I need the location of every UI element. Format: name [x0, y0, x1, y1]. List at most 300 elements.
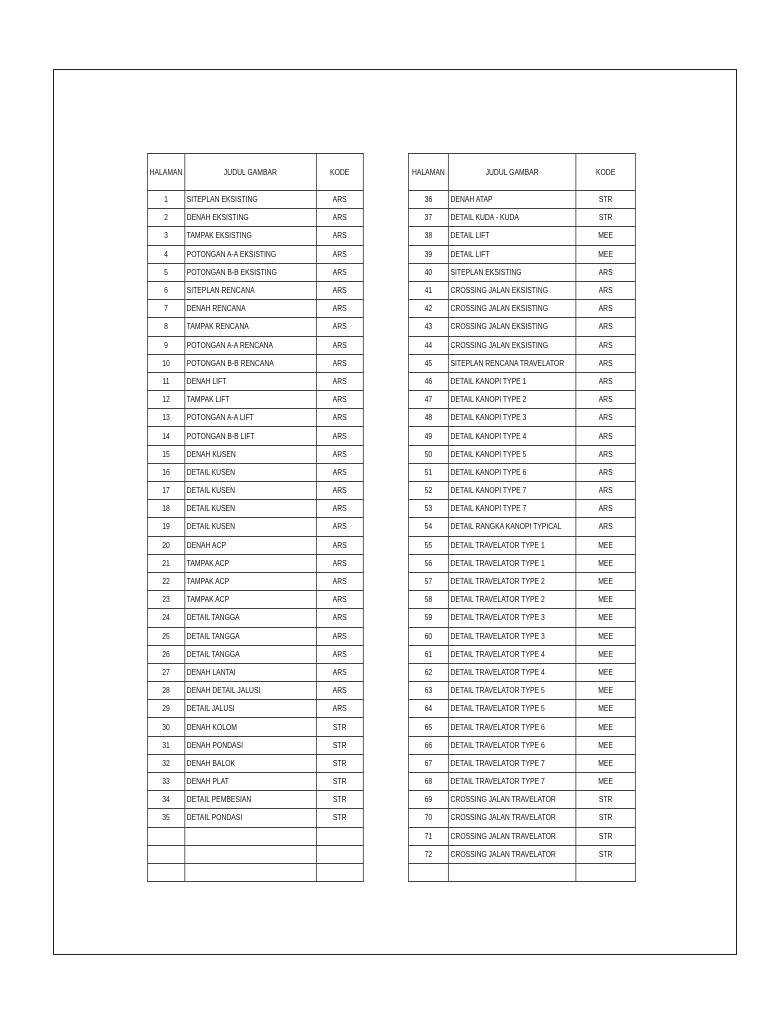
judul-gambar-cell: DENAH LIFT	[185, 372, 317, 390]
kode-cell: ARS	[316, 572, 363, 590]
halaman-cell: 32	[147, 754, 184, 772]
halaman-cell: 56	[408, 554, 448, 572]
table-row	[408, 718, 635, 736]
halaman-cell: 67	[408, 754, 448, 772]
table-row	[408, 482, 635, 500]
judul-gambar-cell: SITEPLAN EKSISTING	[448, 263, 576, 281]
kode-cell: MEE	[576, 700, 636, 718]
halaman-cell	[147, 845, 184, 863]
judul-gambar-cell: DETAIL TRAVELATOR TYPE 1	[448, 554, 576, 572]
kode-cell: MEE	[576, 609, 636, 627]
judul-gambar-cell: DETAIL JALUSI	[185, 700, 317, 718]
table-row	[147, 791, 363, 809]
kode-cell: STR	[316, 754, 363, 772]
kode-cell: MEE	[576, 773, 636, 791]
halaman-cell: 19	[147, 518, 184, 536]
table-row	[147, 227, 363, 245]
judul-gambar-cell: DETAIL KANOPI TYPE 6	[448, 463, 576, 481]
judul-gambar-cell: DETAIL TRAVELATOR TYPE 4	[448, 645, 576, 663]
kode-cell: STR	[316, 773, 363, 791]
table-row	[147, 718, 363, 736]
table-row	[147, 645, 363, 663]
table-row	[408, 354, 635, 372]
table-row	[147, 463, 363, 481]
judul-gambar-cell: DETAIL KUSEN	[185, 482, 317, 500]
kode-cell: ARS	[316, 609, 363, 627]
judul-gambar-cell: DETAIL TANGGA	[185, 627, 317, 645]
table-row	[147, 209, 363, 227]
kode-cell: ARS	[316, 554, 363, 572]
halaman-cell: 29	[147, 700, 184, 718]
halaman-cell: 39	[408, 245, 448, 263]
table-row	[408, 682, 635, 700]
judul-gambar-cell: DENAH KOLOM	[185, 718, 317, 736]
judul-gambar-cell: CROSSING JALAN TRAVELATOR	[448, 791, 576, 809]
kode-cell: MEE	[576, 682, 636, 700]
judul-gambar-cell: CROSSING JALAN TRAVELATOR	[448, 845, 576, 863]
judul-gambar-cell: SITEPLAN RENCANA	[185, 281, 317, 299]
halaman-cell: 66	[408, 736, 448, 754]
table-row	[147, 536, 363, 554]
table-row	[147, 700, 363, 718]
halaman-cell: 64	[408, 700, 448, 718]
kode-cell: ARS	[576, 318, 636, 336]
kode-cell	[576, 863, 636, 881]
table-row	[408, 463, 635, 481]
drawing-index-table-left	[147, 153, 363, 882]
halaman-cell: 2	[147, 209, 184, 227]
judul-gambar-cell: TAMPAK RENCANA	[185, 318, 317, 336]
judul-gambar-cell: SITEPLAN RENCANA TRAVELATOR	[448, 354, 576, 372]
judul-gambar-cell: CROSSING JALAN EKSISTING	[448, 300, 576, 318]
halaman-cell: 12	[147, 391, 184, 409]
halaman-cell: 4	[147, 245, 184, 263]
kode-cell: STR	[316, 718, 363, 736]
judul-gambar-cell: DETAIL KUSEN	[185, 518, 317, 536]
judul-gambar-cell	[185, 845, 317, 863]
table-row	[147, 809, 363, 827]
judul-gambar-cell: DETAIL KUDA - KUDA	[448, 209, 576, 227]
table-row	[408, 591, 635, 609]
kode-cell: STR	[576, 791, 636, 809]
halaman-cell: 63	[408, 682, 448, 700]
halaman-cell: 55	[408, 536, 448, 554]
halaman-cell: 58	[408, 591, 448, 609]
kode-cell: STR	[316, 809, 363, 827]
table-row	[408, 518, 635, 536]
kode-cell: ARS	[316, 245, 363, 263]
judul-gambar-cell: CROSSING JALAN TRAVELATOR	[448, 809, 576, 827]
kode-cell: ARS	[576, 281, 636, 299]
halaman-cell: 45	[408, 354, 448, 372]
halaman-cell: 48	[408, 409, 448, 427]
judul-gambar-cell: DETAIL TRAVELATOR TYPE 2	[448, 572, 576, 590]
table-row	[147, 627, 363, 645]
table-row	[408, 554, 635, 572]
kode-cell: MEE	[576, 663, 636, 681]
kode-cell: ARS	[316, 627, 363, 645]
judul-gambar-cell: DENAH PONDASI	[185, 736, 317, 754]
header-halaman: HALAMAN	[147, 154, 184, 191]
halaman-cell: 35	[147, 809, 184, 827]
halaman-cell: 69	[408, 791, 448, 809]
judul-gambar-cell: DETAIL TRAVELATOR TYPE 5	[448, 700, 576, 718]
halaman-cell: 5	[147, 263, 184, 281]
table-row	[408, 263, 635, 281]
table-row	[147, 663, 363, 681]
halaman-cell: 44	[408, 336, 448, 354]
table-row	[408, 700, 635, 718]
halaman-cell: 54	[408, 518, 448, 536]
halaman-cell	[147, 827, 184, 845]
judul-gambar-cell: POTONGAN B-B EKSISTING	[185, 263, 317, 281]
table-row	[147, 518, 363, 536]
kode-cell	[316, 827, 363, 845]
judul-gambar-cell: POTONGAN A-A LIFT	[185, 409, 317, 427]
table-row	[408, 318, 635, 336]
kode-cell: ARS	[316, 354, 363, 372]
halaman-cell: 16	[147, 463, 184, 481]
table-row	[408, 736, 635, 754]
judul-gambar-cell: DETAIL TRAVELATOR TYPE 3	[448, 627, 576, 645]
halaman-cell: 61	[408, 645, 448, 663]
table-row	[147, 372, 363, 390]
table-row	[147, 336, 363, 354]
kode-cell: ARS	[316, 281, 363, 299]
table-row	[147, 754, 363, 772]
judul-gambar-cell: DETAIL TRAVELATOR TYPE 6	[448, 736, 576, 754]
table-row	[147, 736, 363, 754]
halaman-cell: 70	[408, 809, 448, 827]
judul-gambar-cell: DETAIL TANGGA	[185, 645, 317, 663]
judul-gambar-cell: DETAIL TRAVELATOR TYPE 7	[448, 754, 576, 772]
table-row	[147, 482, 363, 500]
table-row	[408, 809, 635, 827]
halaman-cell: 30	[147, 718, 184, 736]
kode-cell: ARS	[316, 700, 363, 718]
table-row	[408, 536, 635, 554]
table-row	[147, 445, 363, 463]
judul-gambar-cell: DENAH RENCANA	[185, 300, 317, 318]
halaman-cell: 18	[147, 500, 184, 518]
halaman-cell: 21	[147, 554, 184, 572]
kode-cell: STR	[576, 827, 636, 845]
kode-cell: MEE	[576, 754, 636, 772]
table-row	[408, 754, 635, 772]
judul-gambar-cell: DETAIL KANOPI TYPE 7	[448, 500, 576, 518]
halaman-cell: 26	[147, 645, 184, 663]
judul-gambar-cell	[448, 863, 576, 881]
table-row	[408, 281, 635, 299]
kode-cell: ARS	[316, 336, 363, 354]
header-judul-gambar: JUDUL GAMBAR	[185, 154, 317, 191]
halaman-cell: 14	[147, 427, 184, 445]
table-row	[408, 300, 635, 318]
header-halaman: HALAMAN	[408, 154, 448, 191]
kode-cell: MEE	[576, 245, 636, 263]
judul-gambar-cell: CROSSING JALAN EKSISTING	[448, 336, 576, 354]
table-row	[147, 500, 363, 518]
halaman-cell: 71	[408, 827, 448, 845]
halaman-cell: 59	[408, 609, 448, 627]
judul-gambar-cell: DENAH DETAIL JALUSI	[185, 682, 317, 700]
halaman-cell: 42	[408, 300, 448, 318]
halaman-cell: 62	[408, 663, 448, 681]
halaman-cell: 46	[408, 372, 448, 390]
table-row	[147, 554, 363, 572]
kode-cell: ARS	[316, 518, 363, 536]
header-kode: KODE	[316, 154, 363, 191]
table-row	[408, 572, 635, 590]
halaman-cell: 9	[147, 336, 184, 354]
judul-gambar-cell: DETAIL KANOPI TYPE 2	[448, 391, 576, 409]
judul-gambar-cell: DETAIL KANOPI TYPE 5	[448, 445, 576, 463]
table-row	[408, 372, 635, 390]
judul-gambar-cell: TAMPAK LIFT	[185, 391, 317, 409]
table-row	[408, 227, 635, 245]
kode-cell: ARS	[316, 645, 363, 663]
kode-cell: STR	[576, 809, 636, 827]
table-row	[147, 318, 363, 336]
halaman-cell: 68	[408, 773, 448, 791]
table-row	[408, 445, 635, 463]
kode-cell: ARS	[316, 409, 363, 427]
halaman-cell: 27	[147, 663, 184, 681]
kode-cell: ARS	[576, 391, 636, 409]
kode-cell: ARS	[316, 263, 363, 281]
halaman-cell: 47	[408, 391, 448, 409]
table-row	[408, 773, 635, 791]
judul-gambar-cell: POTONGAN A-A RENCANA	[185, 336, 317, 354]
halaman-cell: 11	[147, 372, 184, 390]
judul-gambar-cell: POTONGAN A-A EKSISTING	[185, 245, 317, 263]
header-row	[408, 154, 635, 191]
judul-gambar-cell: DENAH ATAP	[448, 191, 576, 209]
table-row	[408, 627, 635, 645]
halaman-cell: 51	[408, 463, 448, 481]
kode-cell: ARS	[316, 663, 363, 681]
kode-cell	[316, 863, 363, 881]
judul-gambar-cell: DETAIL TRAVELATOR TYPE 2	[448, 591, 576, 609]
halaman-cell: 38	[408, 227, 448, 245]
kode-cell: MEE	[576, 627, 636, 645]
kode-cell: ARS	[316, 191, 363, 209]
judul-gambar-cell	[185, 827, 317, 845]
halaman-cell: 10	[147, 354, 184, 372]
halaman-cell: 1	[147, 191, 184, 209]
kode-cell: ARS	[576, 372, 636, 390]
judul-gambar-cell: SITEPLAN EKSISTING	[185, 191, 317, 209]
table-row	[408, 863, 635, 881]
halaman-cell: 72	[408, 845, 448, 863]
halaman-cell: 57	[408, 572, 448, 590]
header-judul-gambar: JUDUL GAMBAR	[448, 154, 576, 191]
judul-gambar-cell: DETAIL LIFT	[448, 227, 576, 245]
table-row	[408, 191, 635, 209]
judul-gambar-cell: DETAIL TRAVELATOR TYPE 7	[448, 773, 576, 791]
judul-gambar-cell: TAMPAK EKSISTING	[185, 227, 317, 245]
halaman-cell: 41	[408, 281, 448, 299]
judul-gambar-cell: DENAH KUSEN	[185, 445, 317, 463]
kode-cell: STR	[576, 209, 636, 227]
kode-cell: ARS	[316, 482, 363, 500]
halaman-cell: 53	[408, 500, 448, 518]
header-row	[147, 154, 363, 191]
judul-gambar-cell: DETAIL KUSEN	[185, 463, 317, 481]
kode-cell: STR	[316, 736, 363, 754]
kode-cell: ARS	[316, 318, 363, 336]
kode-cell: ARS	[576, 518, 636, 536]
judul-gambar-cell: DETAIL TRAVELATOR TYPE 3	[448, 609, 576, 627]
judul-gambar-cell: DETAIL KANOPI TYPE 7	[448, 482, 576, 500]
halaman-cell: 7	[147, 300, 184, 318]
halaman-cell	[408, 863, 448, 881]
kode-cell: MEE	[576, 227, 636, 245]
table-row	[408, 645, 635, 663]
halaman-cell: 60	[408, 627, 448, 645]
judul-gambar-cell: DENAH LANTAI	[185, 663, 317, 681]
halaman-cell: 33	[147, 773, 184, 791]
halaman-cell	[147, 863, 184, 881]
judul-gambar-cell: DETAIL KANOPI TYPE 3	[448, 409, 576, 427]
judul-gambar-cell: POTONGAN B-B LIFT	[185, 427, 317, 445]
kode-cell: MEE	[576, 736, 636, 754]
judul-gambar-cell: DENAH BALOK	[185, 754, 317, 772]
judul-gambar-cell: DETAIL TRAVELATOR TYPE 1	[448, 536, 576, 554]
kode-cell	[316, 845, 363, 863]
table-row	[147, 773, 363, 791]
judul-gambar-cell: DETAIL LIFT	[448, 245, 576, 263]
halaman-cell: 6	[147, 281, 184, 299]
kode-cell: ARS	[316, 445, 363, 463]
table-row	[147, 427, 363, 445]
halaman-cell: 17	[147, 482, 184, 500]
halaman-cell: 24	[147, 609, 184, 627]
kode-cell: ARS	[316, 536, 363, 554]
judul-gambar-cell: CROSSING JALAN EKSISTING	[448, 281, 576, 299]
right-table-body	[408, 191, 635, 882]
judul-gambar-cell: DENAH PLAT	[185, 773, 317, 791]
judul-gambar-cell: DENAH EKSISTING	[185, 209, 317, 227]
kode-cell: MEE	[576, 554, 636, 572]
table-row	[147, 409, 363, 427]
judul-gambar-cell: DETAIL TRAVELATOR TYPE 4	[448, 663, 576, 681]
table-row	[408, 845, 635, 863]
halaman-cell: 13	[147, 409, 184, 427]
halaman-cell: 22	[147, 572, 184, 590]
table-row	[408, 609, 635, 627]
kode-cell: ARS	[576, 500, 636, 518]
kode-cell: STR	[316, 791, 363, 809]
table-row	[147, 300, 363, 318]
judul-gambar-cell: TAMPAK ACP	[185, 591, 317, 609]
halaman-cell: 34	[147, 791, 184, 809]
drawing-index-table-right	[408, 153, 636, 882]
table-row	[147, 609, 363, 627]
judul-gambar-cell: DETAIL RANGKA KANOPI TYPICAL	[448, 518, 576, 536]
table-row	[147, 845, 363, 863]
left-table-body	[147, 191, 363, 882]
kode-cell: STR	[576, 191, 636, 209]
kode-cell: ARS	[576, 336, 636, 354]
table-row	[408, 245, 635, 263]
table-row	[408, 409, 635, 427]
header-kode: KODE	[576, 154, 636, 191]
judul-gambar-cell: DENAH ACP	[185, 536, 317, 554]
judul-gambar-cell: DETAIL TANGGA	[185, 609, 317, 627]
kode-cell: ARS	[316, 591, 363, 609]
table-row	[147, 682, 363, 700]
halaman-cell: 50	[408, 445, 448, 463]
kode-cell: ARS	[576, 354, 636, 372]
kode-cell: ARS	[316, 372, 363, 390]
judul-gambar-cell: DETAIL KANOPI TYPE 1	[448, 372, 576, 390]
kode-cell: ARS	[576, 427, 636, 445]
table-row	[408, 827, 635, 845]
kode-cell: MEE	[576, 572, 636, 590]
kode-cell: ARS	[576, 263, 636, 281]
kode-cell: ARS	[316, 463, 363, 481]
table-row	[408, 500, 635, 518]
table-row	[408, 336, 635, 354]
halaman-cell: 49	[408, 427, 448, 445]
kode-cell: ARS	[316, 682, 363, 700]
kode-cell: ARS	[576, 463, 636, 481]
halaman-cell: 8	[147, 318, 184, 336]
table-row	[408, 391, 635, 409]
judul-gambar-cell: CROSSING JALAN EKSISTING	[448, 318, 576, 336]
halaman-cell: 37	[408, 209, 448, 227]
kode-cell: ARS	[316, 391, 363, 409]
table-row	[147, 391, 363, 409]
halaman-cell: 28	[147, 682, 184, 700]
halaman-cell: 36	[408, 191, 448, 209]
kode-cell: MEE	[576, 645, 636, 663]
judul-gambar-cell: DETAIL KANOPI TYPE 4	[448, 427, 576, 445]
kode-cell: MEE	[576, 536, 636, 554]
kode-cell: STR	[576, 845, 636, 863]
table-row	[147, 191, 363, 209]
halaman-cell: 25	[147, 627, 184, 645]
halaman-cell: 52	[408, 482, 448, 500]
kode-cell: MEE	[576, 718, 636, 736]
table-row	[147, 591, 363, 609]
judul-gambar-cell: POTONGAN B-B RENCANA	[185, 354, 317, 372]
kode-cell: ARS	[576, 409, 636, 427]
table-row	[147, 263, 363, 281]
table-row	[408, 791, 635, 809]
table-row	[147, 354, 363, 372]
table-row	[408, 427, 635, 445]
judul-gambar-cell: DETAIL PONDASI	[185, 809, 317, 827]
halaman-cell: 40	[408, 263, 448, 281]
kode-cell: ARS	[316, 300, 363, 318]
kode-cell: ARS	[576, 300, 636, 318]
table-row	[147, 245, 363, 263]
judul-gambar-cell: DETAIL TRAVELATOR TYPE 6	[448, 718, 576, 736]
judul-gambar-cell: DETAIL KUSEN	[185, 500, 317, 518]
table-row	[147, 281, 363, 299]
kode-cell: ARS	[316, 227, 363, 245]
judul-gambar-cell: DETAIL PEMBESIAN	[185, 791, 317, 809]
halaman-cell: 43	[408, 318, 448, 336]
table-row	[147, 572, 363, 590]
kode-cell: ARS	[576, 482, 636, 500]
halaman-cell: 3	[147, 227, 184, 245]
table-row	[147, 827, 363, 845]
halaman-cell: 20	[147, 536, 184, 554]
kode-cell: MEE	[576, 591, 636, 609]
